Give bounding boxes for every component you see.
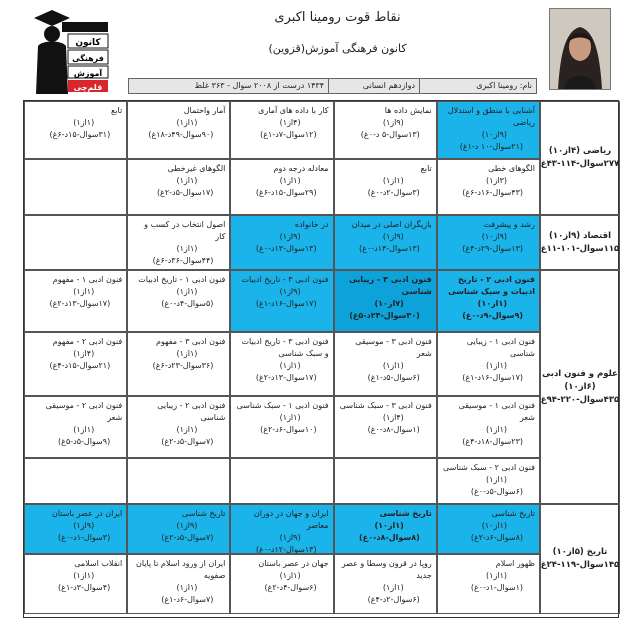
topic-score: (۹از۱) xyxy=(176,521,198,530)
student-name: نام: رومینا اکبری xyxy=(419,79,536,93)
topic-counts: (۴۳سوال-۱۶د-۶غ) xyxy=(462,188,523,197)
topic-score: (۱از۱) xyxy=(486,361,507,370)
empty-cell xyxy=(24,159,127,215)
topic-cell xyxy=(230,554,333,614)
topic-cell xyxy=(334,396,437,458)
topic-cell xyxy=(437,504,540,554)
topic-score: (۴از۱) xyxy=(382,413,404,422)
topic-cell xyxy=(24,504,127,554)
topic-name: تاریخ شناسی xyxy=(491,509,535,518)
topic-counts: (۱۳سوال-۵ د-۰غ) xyxy=(360,130,420,139)
topic-cell xyxy=(24,270,127,332)
topic-name: معادله درجه دوم xyxy=(273,164,329,173)
topic-cell xyxy=(230,504,333,554)
kanoon-logo xyxy=(18,4,114,94)
topic-counts: (۴سوال-۳د-۱غ) xyxy=(58,583,111,592)
topic-cell xyxy=(230,332,333,396)
topic-score: (۱از۱) xyxy=(279,413,301,422)
section-label: ریاضی (۴از۱۰) ۲۷۷سوال-۱۱۴-۴۳غ xyxy=(540,101,620,215)
topic-score: (۹از۱۰) xyxy=(481,232,507,241)
topic-counts: (۴۴سوال-۳۶د-۶غ) xyxy=(152,256,214,265)
topic-name: فنون ادبی ۱ - مفهوم xyxy=(52,275,123,284)
topic-counts: (۱۳سوال-۱۲د-۰غ) xyxy=(255,545,317,554)
topic-name: آشنایی با منطق و استدلال ریاضی xyxy=(447,106,535,127)
topic-counts: (۲۳سوال-۱۸د-۴غ) xyxy=(462,437,523,446)
section-label: علوم و فنون ادبی (۶از۱۰) ۴۳۵سوال-۲۲۰-۹۴غ xyxy=(540,270,620,504)
topic-cell xyxy=(230,215,333,270)
topic-name: فنون ادبی ۳ - موسیقی شعر xyxy=(355,337,432,358)
topic-score: (۱از۱) xyxy=(73,425,95,434)
topic-score: (۱از۱) xyxy=(279,361,301,370)
topic-cell xyxy=(230,396,333,458)
topic-score: (۹از۱۰) xyxy=(481,130,507,139)
topic-counts: (۲۱سوال-۱۰ د-۱غ) xyxy=(459,142,523,151)
topic-cell xyxy=(127,270,230,332)
topic-score: (۱از۱) xyxy=(73,571,95,580)
topic-cell xyxy=(24,332,127,396)
topic-cell xyxy=(437,332,540,396)
topic-score: (۷از۱۰) xyxy=(374,299,404,308)
logo-line-1: کانون xyxy=(75,38,101,48)
topic-cell xyxy=(127,215,230,270)
topic-counts: (۹سوال-۹د-۰غ) xyxy=(462,311,523,320)
topic-counts: (۵سوال-۴د-۰غ) xyxy=(161,299,214,308)
topic-score: (۱از۱) xyxy=(486,475,507,484)
topic-counts: (۹۰سوال-۴۹د-۱۸غ) xyxy=(148,130,214,139)
topic-cell xyxy=(230,270,333,332)
topic-name: ایران در عصر باستان xyxy=(51,509,123,518)
topic-counts: (۳سوال-۲د-۰غ) xyxy=(367,188,420,197)
topic-counts: (۷سوال-۵د-۲غ) xyxy=(161,437,214,446)
topic-score: (۱از۱) xyxy=(73,287,95,296)
topic-name: فنون ادبی ۲ - زیبایی شناسی xyxy=(157,401,226,422)
topic-score: (۴از۱) xyxy=(279,118,301,127)
topic-counts: (۱۷سوال-۱۳د-۲غ) xyxy=(49,299,111,308)
topic-counts: (۱۷سوال-۱۶د-۱غ) xyxy=(462,373,523,382)
topic-name: فنون ادبی ۱ - سبک شناسی xyxy=(236,401,329,410)
topic-counts: (۲۱سوال-۱۵د-۴غ) xyxy=(49,361,111,370)
empty-cell xyxy=(334,458,437,504)
topic-name: ایران و جهان در دوران معاصر xyxy=(253,509,329,530)
topic-counts: (۸سوال-۶د-۲غ) xyxy=(470,533,523,542)
topic-counts: (۷سوال-۶د-۱غ) xyxy=(161,595,214,604)
topic-name: فنون ادبی ۱ - تاریخ ادبیات xyxy=(138,275,226,284)
topic-cell xyxy=(24,396,127,458)
topic-name: فنون ادبی ۳ - زیبایی شناسی xyxy=(349,275,432,296)
topic-cell xyxy=(437,396,540,458)
empty-cell xyxy=(24,215,127,270)
topic-name: فنون ادبی ۳ - مفهوم xyxy=(155,337,226,346)
topic-cell xyxy=(127,554,230,614)
topic-cell xyxy=(334,332,437,396)
topic-cell xyxy=(437,215,540,270)
topic-name: روپا در قرون وسطا و عصر جدید xyxy=(341,559,432,580)
topic-name: تاریخ شناسی xyxy=(181,509,226,518)
topic-counts: (۱۳سوال-۱۳د-۰غ) xyxy=(255,244,317,253)
report-title: نقاط قوت رومینا اکبری xyxy=(274,10,401,25)
topic-score: (۱از۱) xyxy=(176,583,198,592)
topic-name: جهان در عصر باستان xyxy=(258,559,329,568)
topic-score: (۱از۱) xyxy=(279,571,301,580)
topic-score: (۹از۱) xyxy=(73,521,95,530)
topic-cell xyxy=(334,215,437,270)
topic-score: (۱از۱) xyxy=(176,349,198,358)
topic-counts: (۱۲سوال-۷د-۱غ) xyxy=(260,130,317,139)
topic-name: فنون ادبی ۲ - تاریخ ادبیات و سبک شناسی xyxy=(448,275,535,296)
topic-score: (۹از۱) xyxy=(279,533,301,542)
topic-counts: (۱۳سوال-۲۹د-۴غ) xyxy=(462,244,523,253)
topic-cell xyxy=(230,159,333,215)
topic-counts: (۱۷سوال-۱۶د-۱غ) xyxy=(255,299,317,308)
topic-counts: (۳۱سوال-۱۵د-۶غ) xyxy=(49,130,111,139)
topic-score: (۱از۱) xyxy=(486,571,507,580)
topic-counts: (۱۳سوال-۱۴د-۰غ) xyxy=(359,244,420,253)
topic-score: (۹از۱) xyxy=(382,232,404,241)
topic-score: (۱از۱) xyxy=(176,425,198,434)
topic-counts: (۶سوال-۴د-۲غ) xyxy=(264,583,317,592)
topic-score: (۱از۱) xyxy=(73,118,95,127)
topic-counts: (۳۰سوال-۲۴د-۵غ) xyxy=(349,311,420,320)
logo-line-4: قلم‌چی xyxy=(73,83,103,92)
topic-counts: (۱۰سوال-۶د-۲غ) xyxy=(260,425,317,434)
topic-score: (۹از۱) xyxy=(279,232,301,241)
topic-counts: (۲۹سوال-۱۵د-۶غ) xyxy=(255,188,317,197)
topic-name: الگوهای خطی xyxy=(488,164,535,173)
topic-score: (۱از۱) xyxy=(176,176,198,185)
topic-name: فنون ادبی ۳ - سبک شناسی xyxy=(339,401,432,410)
logo-line-3: آموزش xyxy=(73,69,103,78)
topic-name: نمایش داده ها xyxy=(384,106,432,115)
topic-name: تابع xyxy=(420,164,432,173)
topic-cell xyxy=(437,101,540,159)
student-stats: ۱۴۳۴ درست از ۲۰۰۸ سوال - ۳۶۳ غلط xyxy=(194,81,324,90)
topic-cell xyxy=(334,504,437,554)
report-subtitle: کانون فرهنگی آموزش(قزوین) xyxy=(268,42,407,55)
student-info-bar xyxy=(128,78,537,94)
topic-score: (۱از۱) xyxy=(382,176,404,185)
topic-name: ایران از ورود اسلام تا پایان صفویه xyxy=(135,559,226,580)
topic-score: (۱از۱) xyxy=(382,583,404,592)
topic-cell xyxy=(334,270,437,332)
topic-score: (۱از۱) xyxy=(176,287,198,296)
topic-name: فنون ادبی ۳ - تاریخ ادبیات و سبک شناسی xyxy=(241,337,329,358)
topic-name: الگوهای غیرخطی xyxy=(167,164,226,173)
topic-name: در خانواده xyxy=(294,220,329,229)
topic-cell xyxy=(437,270,540,332)
topic-score: (۱از۱۰) xyxy=(477,299,507,308)
topic-name: فنون ادبی ۲ - مفهوم xyxy=(52,337,123,346)
topic-score: (۱از۱) xyxy=(382,361,404,370)
topic-cell xyxy=(127,159,230,215)
student-photo xyxy=(549,8,611,90)
topic-counts: (۶سوال-۵د-۱غ) xyxy=(367,373,420,382)
topic-counts: (۹سوال-۵د-۵غ) xyxy=(58,437,111,446)
topic-score: (۱از۱) xyxy=(176,118,198,127)
topic-counts: (۶سوال-۲د-۴غ) xyxy=(367,595,420,604)
topic-name: اصول انتخاب در کسب و کار xyxy=(144,220,226,241)
topic-score: (۱از۱) xyxy=(486,425,507,434)
topic-counts: (۳۶سوال-۲۳د-۶غ) xyxy=(152,361,214,370)
topic-counts: (۱۷سوال-۵د-۲غ) xyxy=(156,188,214,197)
topic-cell xyxy=(437,458,540,504)
topic-counts: (۸سوال-۸د-۰غ) xyxy=(359,533,420,542)
topic-cell xyxy=(127,396,230,458)
topic-score: (۴از۱) xyxy=(73,349,95,358)
topic-cell xyxy=(334,101,437,159)
section-label: اقتصاد (۹از۱۰) ۱۱۵سوال-۱۰۱-۱۱غ xyxy=(540,215,620,270)
topic-cell xyxy=(230,101,333,159)
topic-counts: (۱سوال-۸د-۰غ) xyxy=(367,425,420,434)
student-grade: دوازدهم انسانی xyxy=(328,79,419,93)
topic-cell xyxy=(127,504,230,554)
topic-counts: (۳سوال-۱د-۰غ) xyxy=(58,533,111,542)
topic-counts: (۶سوال-۵د-۰غ) xyxy=(470,487,523,496)
topic-name: فنون ادبی ۳ - تاریخ ادبیات xyxy=(241,275,329,284)
topic-name: بازیگران اصلی در میدان xyxy=(351,220,432,229)
topic-cell xyxy=(437,554,540,614)
topic-score: (۱از۱۰) xyxy=(374,521,404,530)
topic-name: ظهور اسلام xyxy=(495,559,535,568)
topic-name: فنون ادبی ۱ - موسیقی شعر xyxy=(458,401,535,422)
topic-name: فنون ادبی ۲ - موسیقی شعر xyxy=(45,401,123,422)
empty-cell xyxy=(127,458,230,504)
topic-cell xyxy=(127,101,230,159)
topic-name: تابع xyxy=(111,106,123,115)
topic-cell xyxy=(437,159,540,215)
topic-name: کار با داده های آماری xyxy=(258,106,329,115)
empty-cell xyxy=(24,458,127,504)
topic-score: (۱از۱) xyxy=(176,244,198,253)
topic-name: انقلاب اسلامی xyxy=(74,559,123,568)
topic-cell xyxy=(334,159,437,215)
topic-name: رشد و پیشرفت xyxy=(483,220,535,229)
topic-cell xyxy=(127,332,230,396)
topic-name: فنون ادبی ۱ - زیبایی شناسی xyxy=(466,337,535,358)
topic-cell xyxy=(24,101,127,159)
section-label: تاریخ (۵از۱۰) ۱۴۵سوال-۱۱۹-۲۴غ xyxy=(540,504,620,614)
topic-counts: (۷سوال-۵د-۲غ) xyxy=(161,533,214,542)
topic-score: (۱از۱) xyxy=(279,176,301,185)
topic-name: تاریخ شناسی xyxy=(379,509,432,518)
topic-cell xyxy=(24,554,127,614)
topic-name: فنون ادبی ۲ - سبک شناسی xyxy=(442,463,535,472)
topic-score: (۹از۱) xyxy=(279,287,301,296)
strengths-table xyxy=(23,100,619,618)
topic-score: (۳از۱) xyxy=(486,176,507,185)
empty-cell xyxy=(230,458,333,504)
logo-line-2: فرهنگی xyxy=(72,54,104,63)
topic-name: آمار واحتمال xyxy=(183,106,226,115)
student-portrait-icon xyxy=(550,9,610,89)
topic-score: (۹از۱) xyxy=(382,118,404,127)
topic-cell xyxy=(334,554,437,614)
topic-counts: (۱سوال-۱د-۰غ) xyxy=(470,583,523,592)
topic-score: (۱از۱۰) xyxy=(481,521,507,530)
topic-counts: (۱۷سوال-۱۳د-۲غ) xyxy=(255,373,317,382)
